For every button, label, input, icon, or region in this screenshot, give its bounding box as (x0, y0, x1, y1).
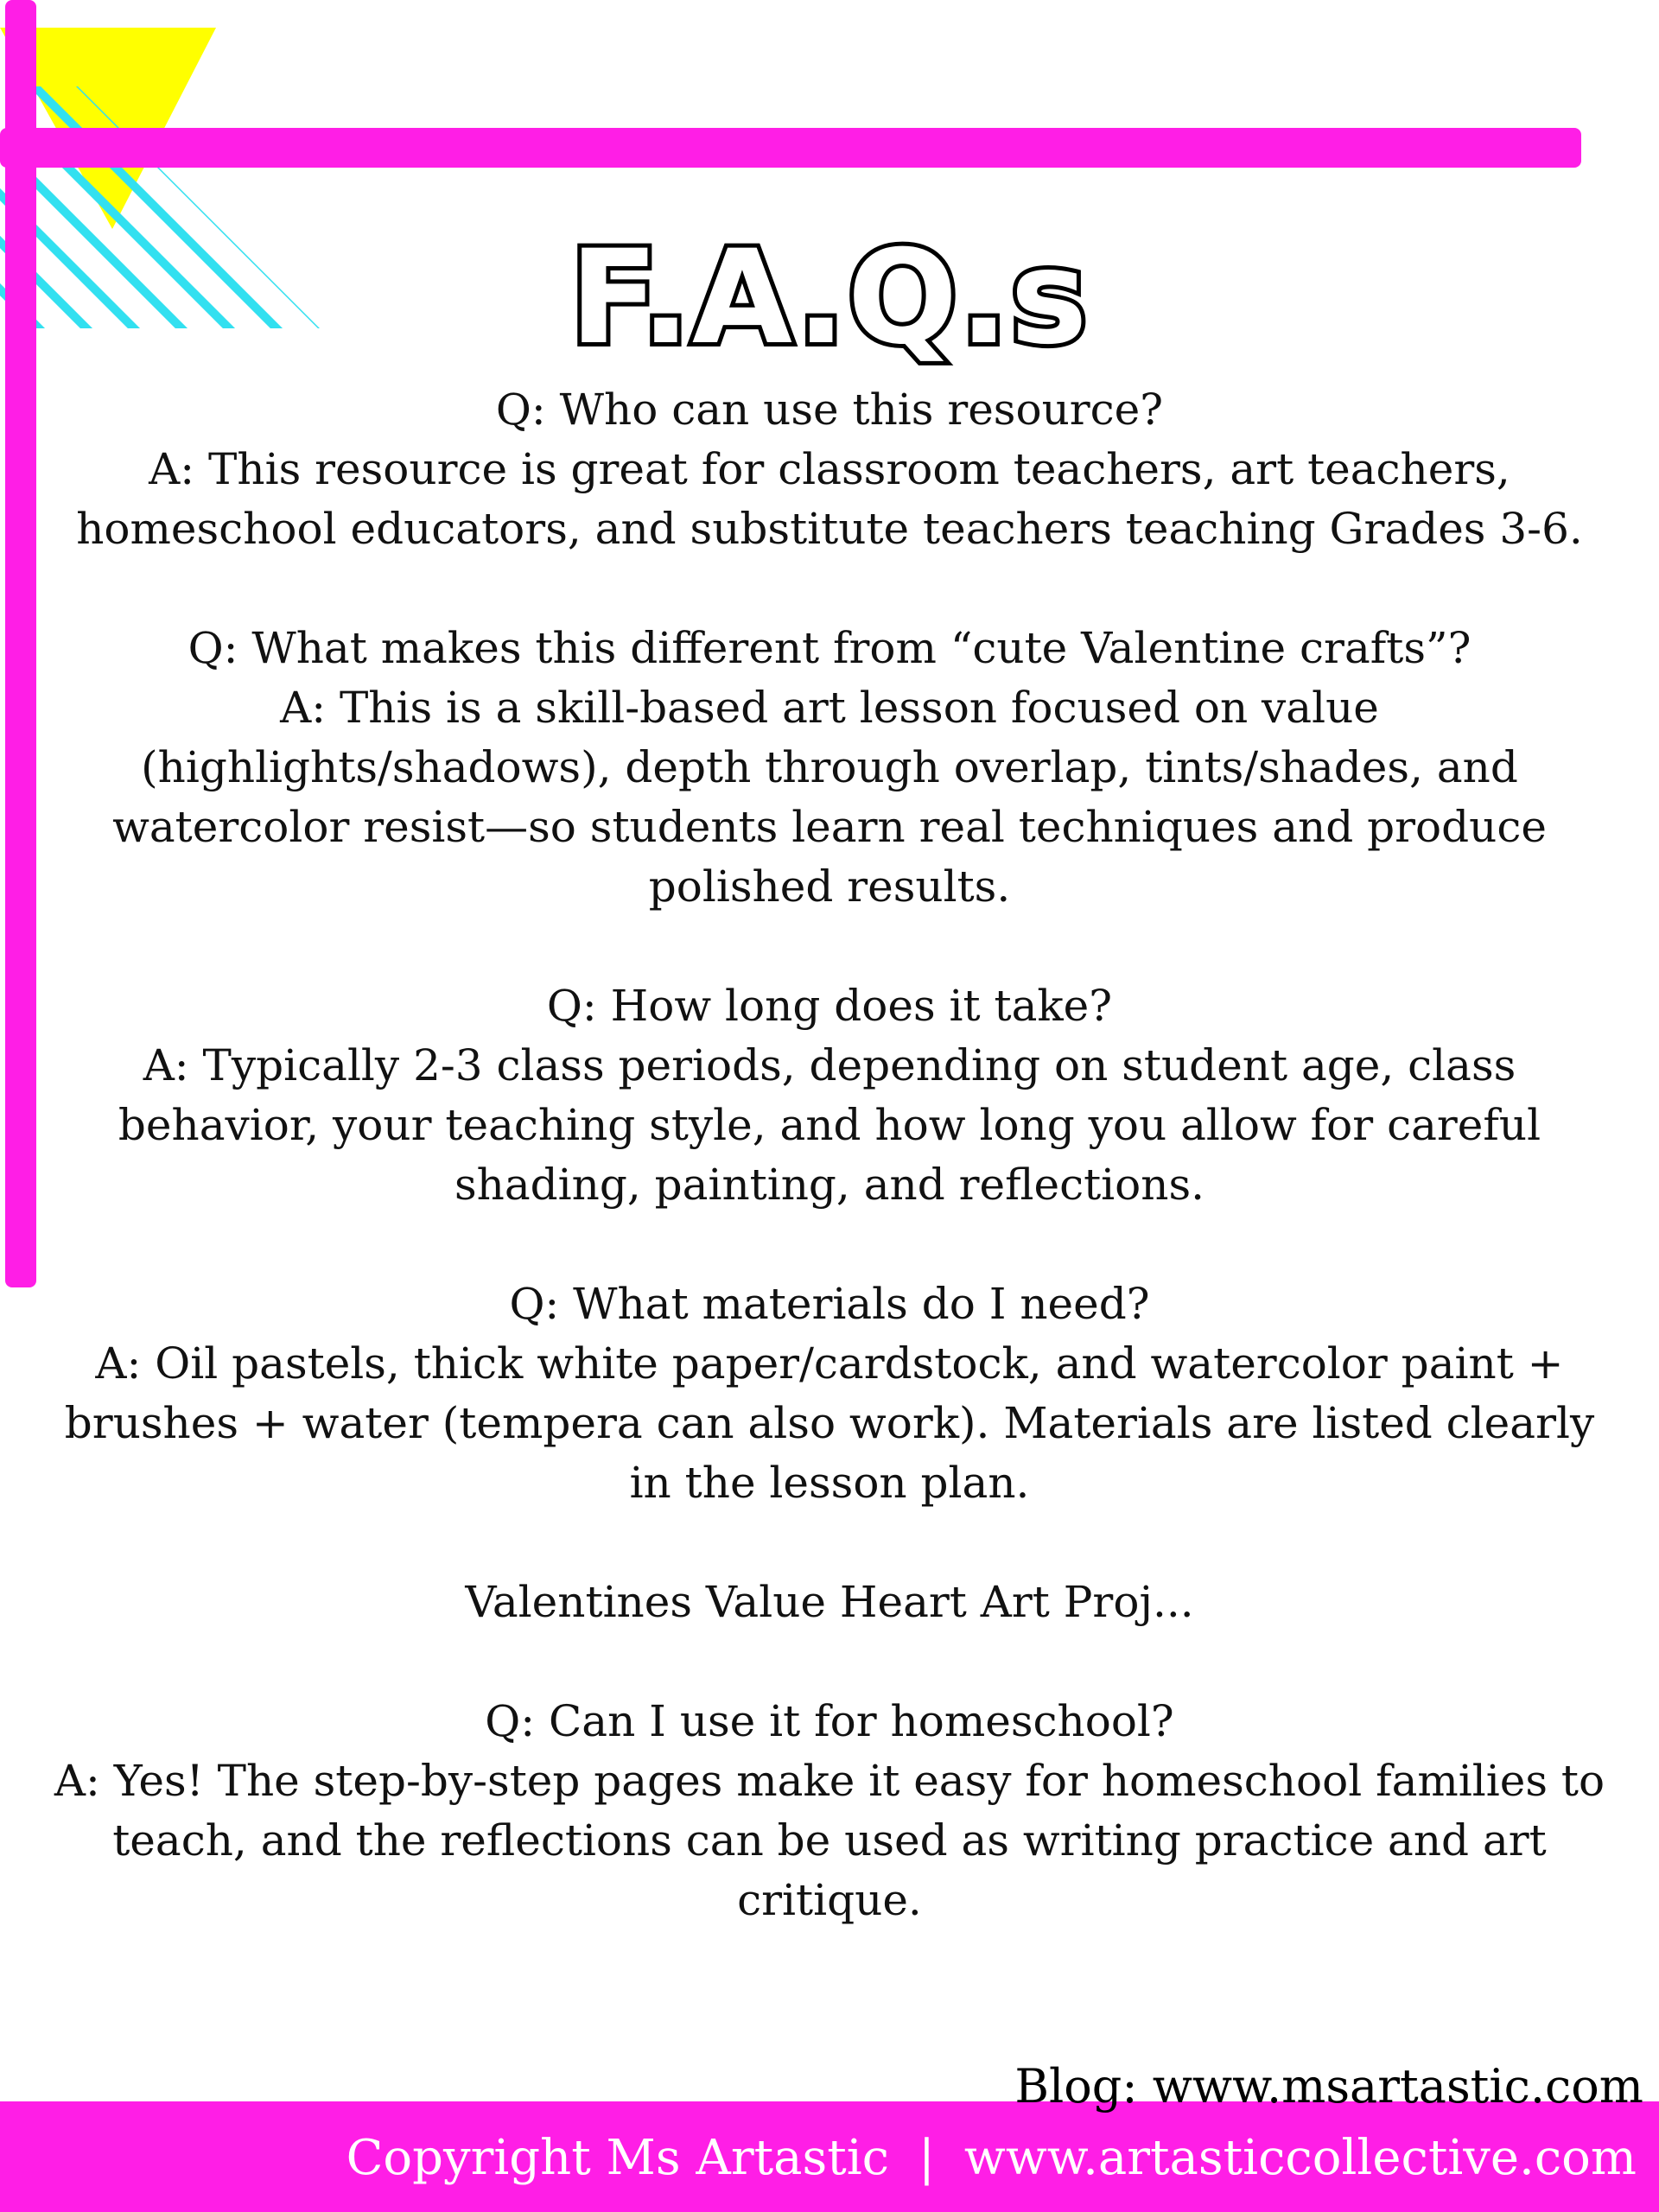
interlude-text: Valentines Value Heart Art Proj... (465, 1577, 1194, 1627)
left-magenta-bar (5, 0, 36, 1287)
faq-item (52, 1274, 1607, 1513)
top-magenta-bar (0, 128, 1581, 168)
faq-answer: A: This resource is great for classroom teachers, art teachers, homeschool educators, and substitute teachers teaching Grades 3-6. (76, 444, 1583, 554)
copyright-text: Copyright Ms Artastic (346, 2130, 890, 2186)
page-title: F.A.Q.s (569, 223, 1090, 373)
footer-separator: | (918, 2130, 935, 2186)
faq-answer: A: Yes! The step-by-step pages make it easy for homeschool families to teach, and the reflections can be used as writing practice and art critique. (54, 1756, 1605, 1925)
faq-item (52, 619, 1607, 917)
faq-item (52, 380, 1607, 559)
faq-question: Q: Can I use it for homeschool? (485, 1696, 1174, 1746)
footer-text (346, 2126, 1637, 2191)
faq-answer: A: Oil pastels, thick white paper/cardstock, and watercolor paint + brushes + water (tempera can also work). Materials are listed clearly in the lesson plan. (64, 1338, 1595, 1508)
faq-item (52, 1692, 1607, 1930)
faq-item (52, 976, 1607, 1215)
faq-answer: A: Typically 2-3 class periods, depending on student age, class behavior, your teaching style, and how long you allow for careful shading, painting, and reflections. (118, 1040, 1541, 1210)
faq-interlude (52, 1573, 1607, 1632)
faq-list (52, 380, 1607, 1990)
faq-answer: A: This is a skill-based art lesson focused on value (highlights/shadows), depth through overlap, tints/shades, and watercolor resist—so students learn real techniques and produce polished results. (112, 683, 1547, 912)
faq-question: Q: What makes this different from “cute Valentine crafts”? (188, 623, 1471, 673)
faq-question: Q: Who can use this resource? (495, 385, 1164, 435)
website-link[interactable]: www.artasticcollective.com (963, 2130, 1637, 2186)
blog-link[interactable]: Blog: www.msartastic.com (1014, 2059, 1643, 2113)
faq-question: Q: What materials do I need? (509, 1279, 1150, 1329)
faq-question: Q: How long does it take? (546, 981, 1113, 1031)
